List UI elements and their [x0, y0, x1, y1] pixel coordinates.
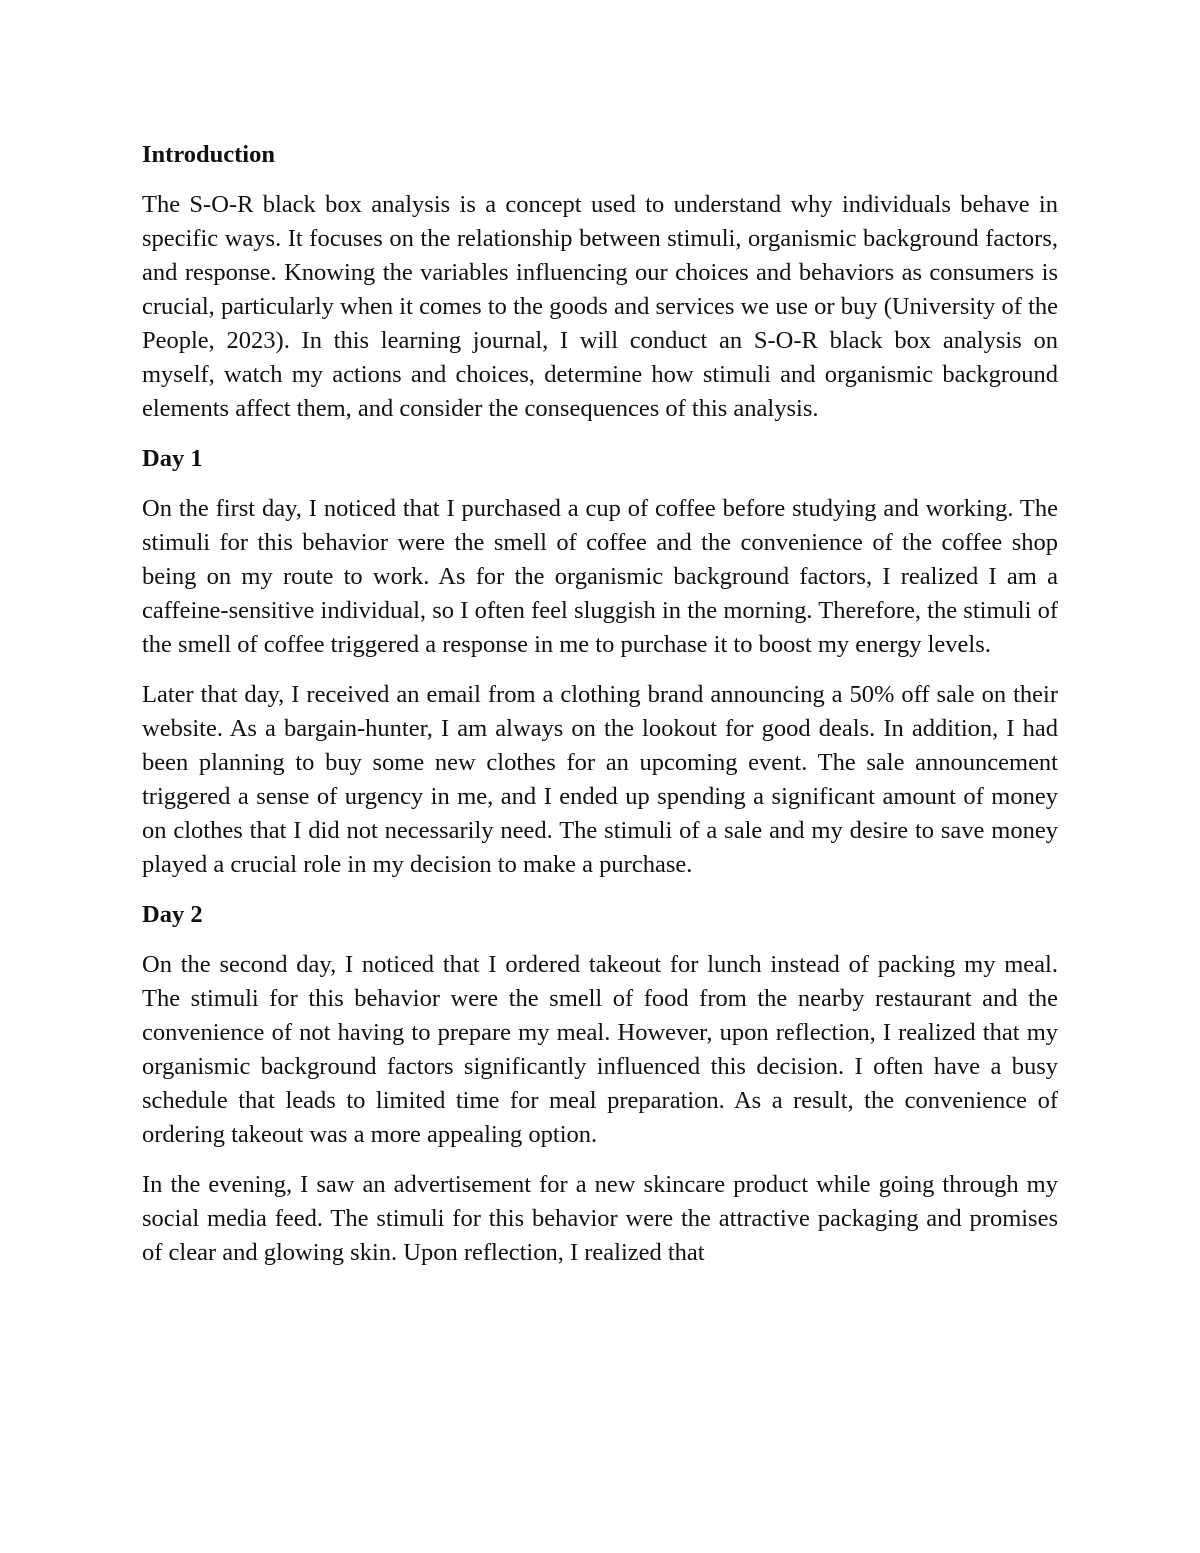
day-1-paragraph-coffee: On the first day, I noticed that I purchased a cup of coffee before studying and working. The stimuli for this behavior were the smell of coffee and the convenience of the coffee shop being on my route to work. As for the organismic background factors, I realized I am a caffeine-sensitive individual, so I often feel sluggish in the morning. Therefore, the stimuli of the smell of coffee triggered a response in me to purchase it to boost my energy levels.	[142, 495, 1058, 658]
day-2-paragraph-skincare: In the evening, I saw an advertisement for a new skincare product while going through my social media feed. The stimuli for this behavior were the attractive packaging and promises of clear and glowing skin. Upon reflection, I realized that	[142, 1171, 1058, 1266]
introduction-paragraph: The S-O-R black box analysis is a concept used to understand why individuals behave in specific ways. It focuses on the relationship between stimuli, organismic background factors, and response. Knowing the variables influencing our choices and behaviors as consumers is crucial, particularly when it comes to the goods and services we use or buy (University of the People, 2023). In this learning journal, I will conduct an S-O-R black box analysis on myself, watch my actions and choices, determine how stimuli and organismic background elements affect them, and consider the consequences of this analysis.	[142, 191, 1058, 422]
document-body	[142, 138, 1058, 1270]
section-heading-day-1: Day 1	[142, 445, 203, 472]
day-1-paragraph-clothing-sale: Later that day, I received an email from a clothing brand announcing a 50% off sale on their website. As a bargain-hunter, I am always on the lookout for good deals. In addition, I had been planning to buy some new clothes for an upcoming event. The sale announcement triggered a sense of urgency in me, and I ended up spending a significant amount of money on clothes that I did not necessarily need. The stimuli of a sale and my desire to save money played a crucial role in my decision to make a purchase.	[142, 681, 1058, 878]
section-heading-day-2: Day 2	[142, 901, 203, 928]
section-heading-introduction: Introduction	[142, 141, 275, 168]
day-2-paragraph-takeout: On the second day, I noticed that I ordered takeout for lunch instead of packing my meal. The stimuli for this behavior were the smell of food from the nearby restaurant and the convenience of not having to prepare my meal. However, upon reflection, I realized that my organismic background factors significantly influenced this decision. I often have a busy schedule that leads to limited time for meal preparation. As a result, the convenience of ordering takeout was a more appealing option.	[142, 951, 1058, 1148]
